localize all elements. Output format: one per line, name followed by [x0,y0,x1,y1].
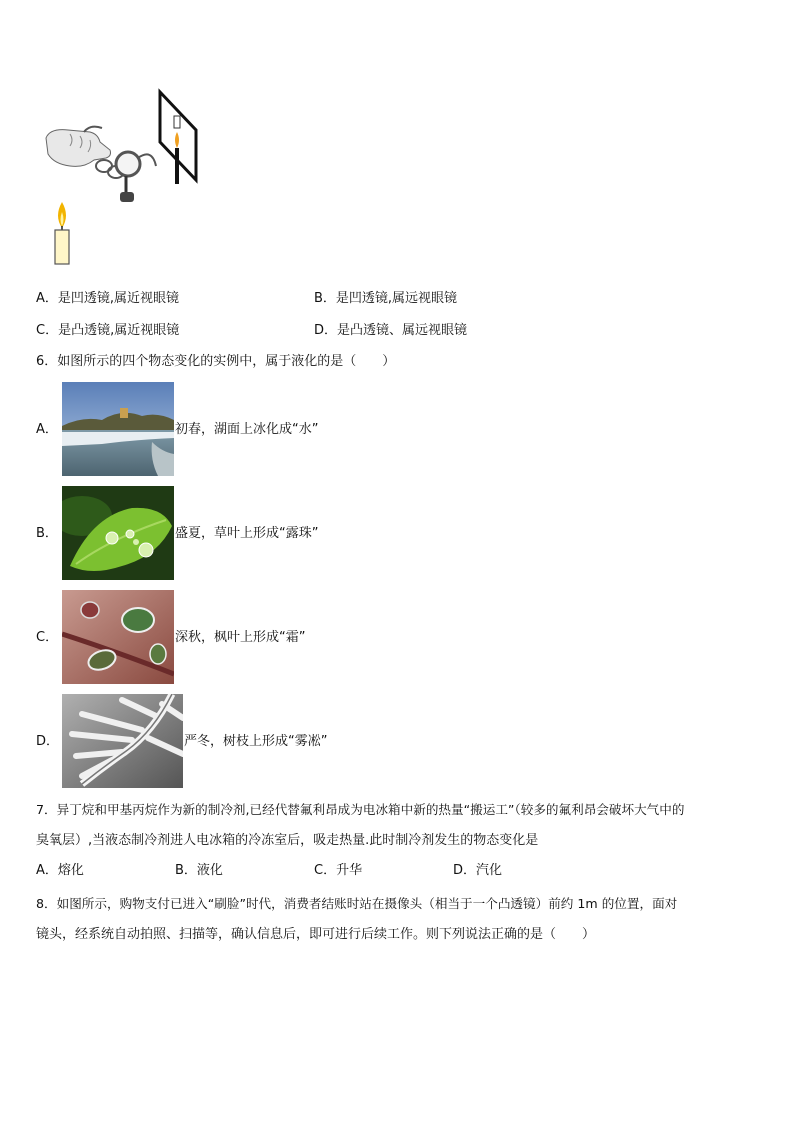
lens-experiment-illustration [40,88,205,270]
option-text: 汽化 [476,863,503,878]
q6-option-d-text: 严冬，树枝上形成“雾凇” [184,734,328,749]
option-text: 升华 [336,863,363,878]
q8-stem-line2: 镜头，经系统自动拍照、扫描等，确认信息后，即可进行后续工作。则下列说法正确的是（ ） [36,927,596,942]
option-letter: C． [314,863,337,878]
q5-option-c [36,322,179,340]
q6-option-a-letter: A． [36,422,58,437]
option-letter: D． [453,863,477,878]
option-letter: B． [314,291,336,306]
option-text: 是凸透镜、属远视眼镜 [337,323,468,338]
q8-stem-line1: 8．如图所示，购物支付已进入“刷脸”时代，消费者结账时站在摄像头（相当于一个凸透镜）前约 1m 的位置，面对 [36,896,678,911]
q5-option-d [314,322,467,340]
option-letter: A． [36,863,58,878]
option-letter: B． [175,863,197,878]
q6-option-a-text: 初春，湖面上冰化成“水” [175,422,319,437]
q7-option-c [314,862,362,880]
q6-stem: 6．如图所示的四个物态变化的实例中，属于液化的是（ ） [36,354,396,369]
q6-option-b-text: 盛夏，草叶上形成“露珠” [175,526,319,541]
q7-stem-line2: 臭氧层）,当液态制冷剂进人电冰箱的冷冻室后，吸走热量.此时制冷剂发生的物态变化是 [36,833,539,848]
option-letter: D． [314,323,338,338]
option-text: 是凸透镜,属近视眼镜 [58,323,180,338]
screen-icon [160,92,196,184]
option-text: 液化 [196,863,223,878]
lake-ice-photo [62,382,174,476]
q7-option-d [453,862,502,880]
dew-leaf-photo [62,486,174,580]
option-text: 熔化 [57,863,84,878]
candle-icon [55,202,69,264]
option-text: 是凹透镜,属远视眼镜 [335,291,458,306]
frost-leaf-photo [62,590,174,684]
q6-option-c-text: 深秋，枫叶上形成“霜” [175,630,306,645]
q7-option-a [36,862,84,880]
q6-option-d-letter: D． [36,734,60,749]
q5-option-b [314,290,457,308]
option-letter: A． [36,291,58,306]
q6-option-c-letter: C． [36,630,59,645]
q6-option-b-letter: B． [36,526,58,541]
q7-stem-line1: 7．异丁烷和甲基丙烷作为新的制冷剂,已经代替氟利昂成为电冰箱中新的热量“搬运工”（较多的氟利昂会破坏大气中的 [36,802,685,817]
q7-option-b [175,862,223,880]
option-letter: C． [36,323,59,338]
q5-option-a [36,290,179,308]
rime-branch-photo [62,694,183,788]
option-text: 是凹透镜,属近视眼镜 [57,291,180,306]
